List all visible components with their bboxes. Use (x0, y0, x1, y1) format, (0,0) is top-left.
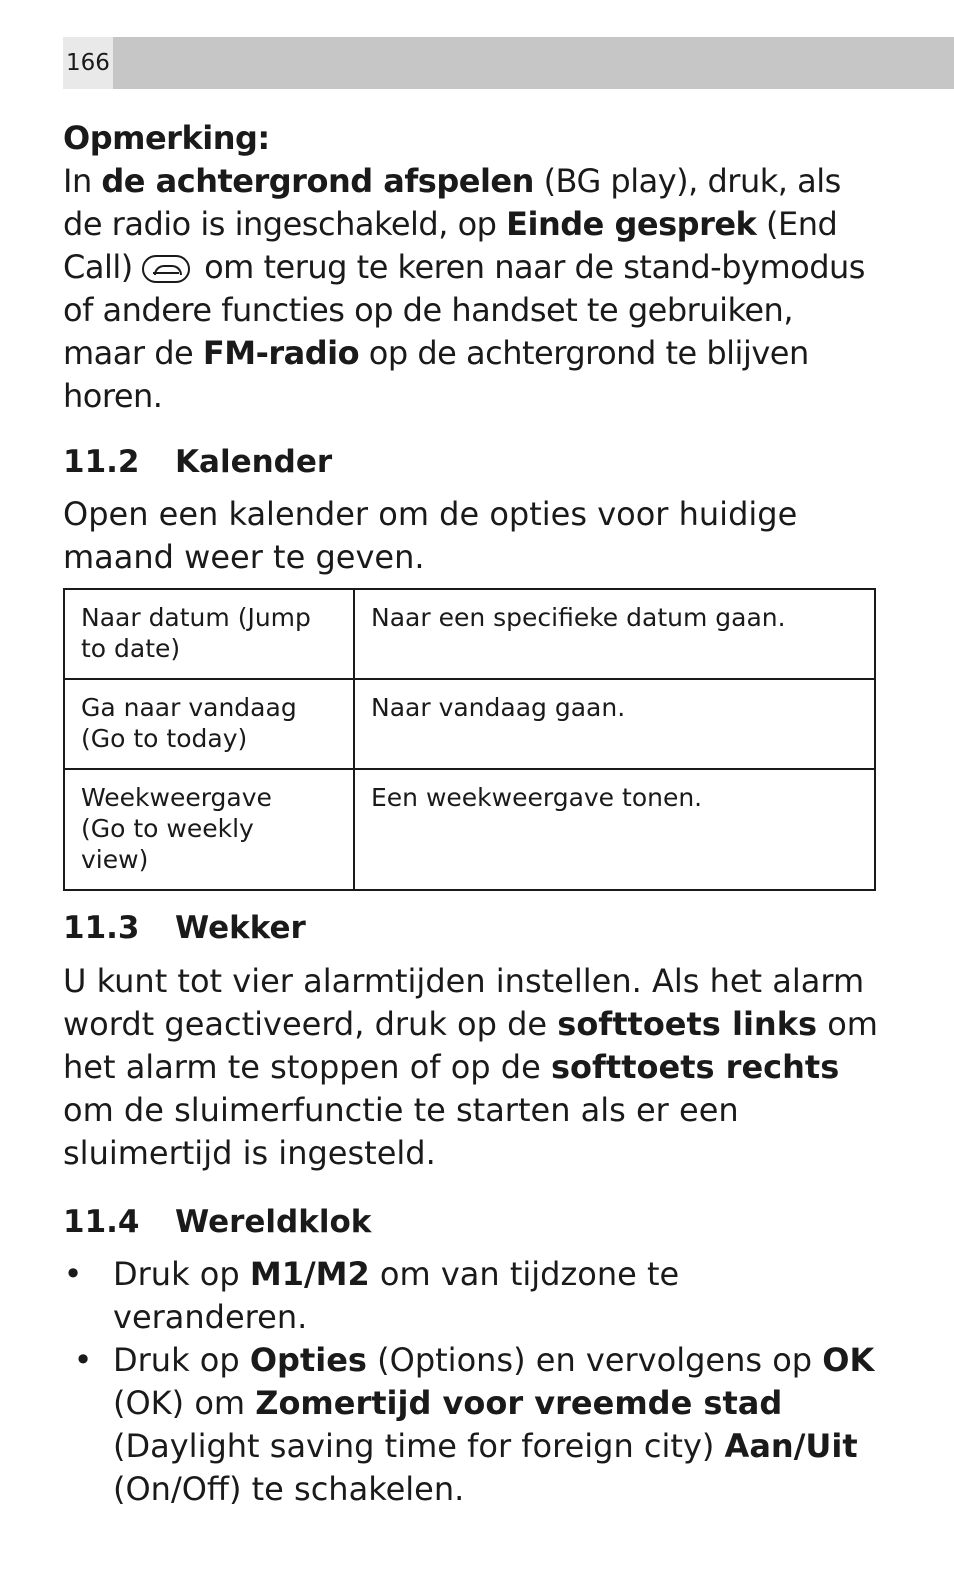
list-bold: Aan/Uit (724, 1427, 858, 1465)
list-item (63, 1339, 883, 1511)
list-text: Druk op (113, 1255, 250, 1293)
page-number: 166 (63, 37, 113, 89)
table-row (64, 769, 875, 890)
heading-wekker (63, 907, 883, 949)
list-text: (On/Off) te schakelen. (113, 1470, 465, 1508)
note-title: Opmerking: (63, 119, 270, 157)
note-text-2: (BG play), druk, als de radio is ingeschakeld, op (63, 162, 841, 243)
wekker-text-3: om de sluimerfunctie te starten als er een sluimertijd is ingesteld. (63, 1091, 739, 1172)
note-bold-end-call: Einde gesprek (506, 205, 757, 243)
list-bold: OK (822, 1341, 875, 1379)
list-text: (OK) om (113, 1384, 256, 1422)
wekker-text (63, 960, 883, 1175)
list-text: om van tijdzone te veranderen. (113, 1255, 680, 1336)
section-number: 11.3 (63, 910, 140, 946)
list-bold: Opties (249, 1341, 367, 1379)
wekker-text-1: U kunt tot vier alarmtijden instellen. Als het alarm wordt geactiveerd, druk op de (63, 962, 865, 1043)
list-text: Druk op (113, 1341, 250, 1379)
list-bold: M1/M2 (249, 1255, 370, 1293)
kalender-options-table (63, 588, 876, 891)
wekker-bold-right-softkey: softtoets rechts (550, 1048, 840, 1086)
heading-wereldklok (63, 1201, 883, 1243)
note-text-1: In (63, 162, 102, 200)
note-text-4: om terug te keren naar de stand-bymodus of andere functies op de handset te gebruiken, maar de (63, 248, 865, 372)
table-cell-option: Ga naar vandaag (Go to today) (64, 679, 354, 769)
bullet: • (73, 1341, 93, 1379)
section-number: 11.4 (63, 1204, 140, 1240)
table-row (64, 589, 875, 679)
page-header-bar (63, 37, 954, 89)
heading-kalender (63, 441, 883, 483)
table-cell-description: Naar vandaag gaan. (354, 679, 875, 769)
table-cell-option: Weekweergave (Go to weekly view) (64, 769, 354, 890)
list-text: (Options) en vervolgens op (366, 1341, 823, 1379)
note-bold-fm-radio: FM-radio (202, 334, 360, 372)
list-item (63, 1253, 883, 1339)
table-cell-description: Naar een specifieke datum gaan. (354, 589, 875, 679)
section-title: Kalender (175, 444, 333, 480)
note-text-3: (End Call) (63, 205, 838, 286)
section-title: Wekker (175, 910, 306, 946)
wekker-bold-left-softkey: softtoets links (557, 1005, 818, 1043)
bullet: • (63, 1255, 83, 1293)
page-content (63, 117, 883, 1511)
end-call-icon (142, 255, 190, 283)
note-text-5: op de achtergrond te blijven horen. (63, 334, 809, 415)
section-number: 11.2 (63, 444, 140, 480)
note-bold-bg-play: de achtergrond afspelen (101, 162, 534, 200)
table-cell-option: Naar datum (Jump to date) (64, 589, 354, 679)
note-text (63, 160, 883, 418)
kalender-intro: Open een kalender om de opties voor huidige maand weer te geven. (63, 495, 798, 576)
wekker-text-2: om het alarm te stoppen of op de (63, 1005, 878, 1086)
table-cell-description: Een weekweergave tonen. (354, 769, 875, 890)
list-text: (Daylight saving time for foreign city) (113, 1427, 725, 1465)
table-row (64, 679, 875, 769)
note-block (63, 117, 883, 418)
wereldklok-list (63, 1253, 883, 1511)
section-title: Wereldklok (175, 1204, 372, 1240)
list-bold: Zomertijd voor vreemde stad (255, 1384, 783, 1422)
